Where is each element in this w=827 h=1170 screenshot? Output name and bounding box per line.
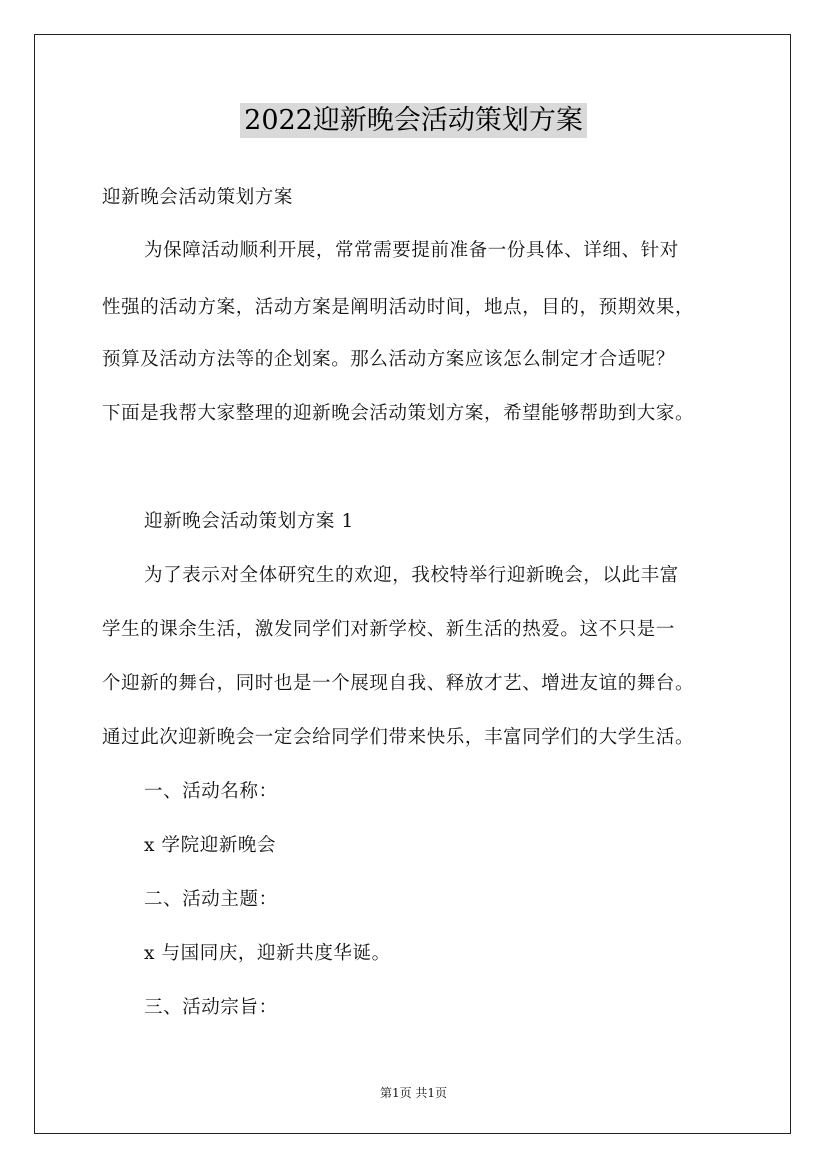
section1-line-1: 为了表示对全体研究生的欢迎，我校特举行迎新晚会，以此丰富 [144,565,679,586]
title-text: 2022迎新晚会活动策划方案 [240,103,587,138]
intro-line-4: 下面是我帮大家整理的迎新晚会活动策划方案，希望能够帮助到大家。 [102,403,695,424]
intro-line-1: 为保障活动顺利开展，常常需要提前准备一份具体、详细、针对 [144,240,679,261]
intro-line-2: 性强的活动方案，活动方案是阐明活动时间，地点，目的，预期效果， [102,297,695,318]
section1-line-2: 学生的课余生活，激发同学们对新学校、新生活的热爱。这不只是一 [102,619,676,640]
item-heading-1: 一、活动名称： [144,781,278,802]
section-heading-1: 迎新晚会活动策划方案 1 [144,511,354,532]
document-subtitle: 迎新晚会活动策划方案 [102,187,294,208]
item-value-2: x 与国同庆，迎新共度华诞。 [144,943,391,964]
intro-line-3: 预算及活动方法等的企划案。那么活动方案应该怎么制定才合适呢？ [102,349,676,370]
page-footer: 第1页 共1页 [379,1086,448,1100]
item-value-1: x 学院迎新晚会 [144,835,277,856]
section1-line-3: 个迎新的舞台，同时也是一个展现自我、释放才艺、增进友谊的舞台。 [102,673,695,694]
item-heading-2: 二、活动主题： [144,889,278,910]
document-title [0,98,827,137]
item-heading-3: 三、活动宗旨： [144,997,278,1018]
section1-line-4: 通过此次迎新晚会一定会给同学们带来快乐，丰富同学们的大学生活。 [102,727,695,748]
